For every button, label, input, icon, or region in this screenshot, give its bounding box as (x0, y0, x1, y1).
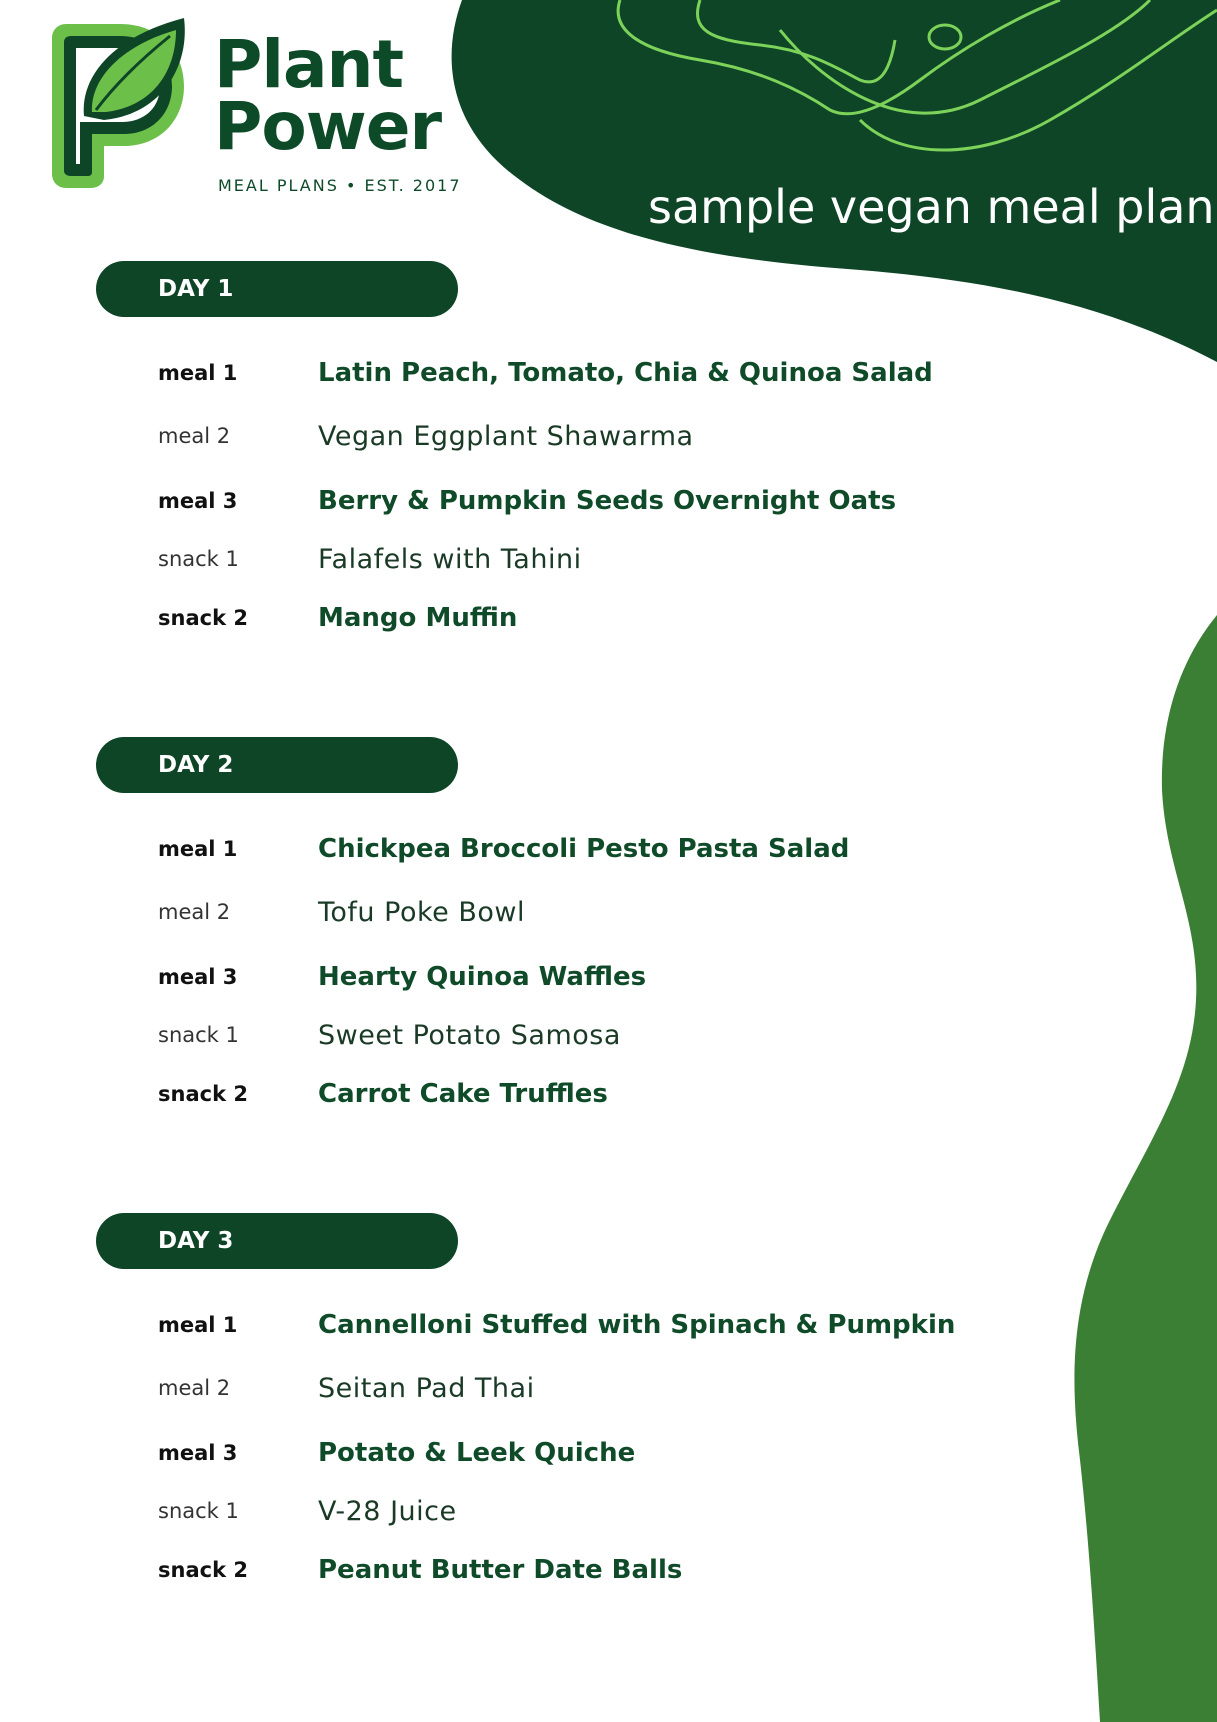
meal-label: meal 2 (158, 424, 231, 448)
meal-label: snack 2 (158, 1082, 248, 1106)
meal-label: snack 1 (158, 547, 239, 571)
meal-row (158, 1491, 457, 1531)
meal-label: meal 1 (158, 361, 238, 385)
meal-name: Cannelloni Stuffed with Spinach & Pumpkin (318, 1310, 956, 1340)
meal-label: meal 3 (158, 965, 238, 989)
meal-name: Mango Muffin (318, 603, 518, 633)
day-label: DAY 2 (96, 737, 458, 793)
meal-row (158, 1074, 608, 1114)
leaf-p-icon (44, 16, 194, 191)
meal-label: meal 2 (158, 900, 231, 924)
meal-row (158, 957, 646, 997)
meal-name: Potato & Leek Quiche (318, 1438, 636, 1468)
meal-row (158, 416, 694, 456)
day-label: DAY 3 (96, 1213, 458, 1269)
meal-name: Berry & Pumpkin Seeds Overnight Oats (318, 486, 897, 516)
meal-row (158, 598, 517, 638)
meal-row (158, 1550, 682, 1590)
meal-label: snack 2 (158, 1558, 248, 1582)
meal-name: V-28 Juice (318, 1495, 457, 1527)
meal-name: Sweet Potato Samosa (318, 1019, 621, 1051)
meal-row (158, 1305, 955, 1345)
meal-label: snack 1 (158, 1499, 239, 1523)
meal-label: snack 1 (158, 1023, 239, 1047)
meal-name: Carrot Cake Truffles (318, 1079, 608, 1109)
meal-label: meal 1 (158, 837, 238, 861)
meal-row (158, 1433, 635, 1473)
meal-name: Peanut Butter Date Balls (318, 1555, 683, 1585)
meal-name: Vegan Eggplant Shawarma (318, 420, 694, 452)
meal-row (158, 539, 582, 579)
meal-name: Chickpea Broccoli Pesto Pasta Salad (318, 834, 850, 864)
meal-name: Latin Peach, Tomato, Chia & Quinoa Salad (318, 358, 933, 388)
day-section-1 (96, 261, 956, 661)
meal-label: meal 3 (158, 1441, 238, 1465)
meal-name: Falafels with Tahini (318, 543, 582, 575)
meal-row (158, 481, 896, 521)
meal-row (158, 892, 525, 932)
meal-label: meal 2 (158, 1376, 231, 1400)
meal-row (158, 829, 849, 869)
meal-row (158, 353, 933, 393)
brand-name: Plant Power (214, 26, 441, 165)
page-title: sample vegan meal plan (648, 180, 1215, 234)
day-section-3 (96, 1213, 956, 1613)
meal-name: Tofu Poke Bowl (318, 896, 525, 928)
meal-label: meal 3 (158, 489, 238, 513)
brand-tagline: MEAL PLANS • EST. 2017 (218, 176, 462, 195)
meal-row (158, 1015, 621, 1055)
brand-logo (44, 16, 484, 206)
day-label: DAY 1 (96, 261, 458, 317)
right-side-blob (1074, 615, 1217, 1722)
meal-name: Hearty Quinoa Waffles (318, 962, 647, 992)
meal-row (158, 1368, 535, 1408)
meal-label: meal 1 (158, 1313, 238, 1337)
day-section-2 (96, 737, 956, 1137)
meal-label: snack 2 (158, 606, 248, 630)
meal-name: Seitan Pad Thai (318, 1372, 535, 1404)
